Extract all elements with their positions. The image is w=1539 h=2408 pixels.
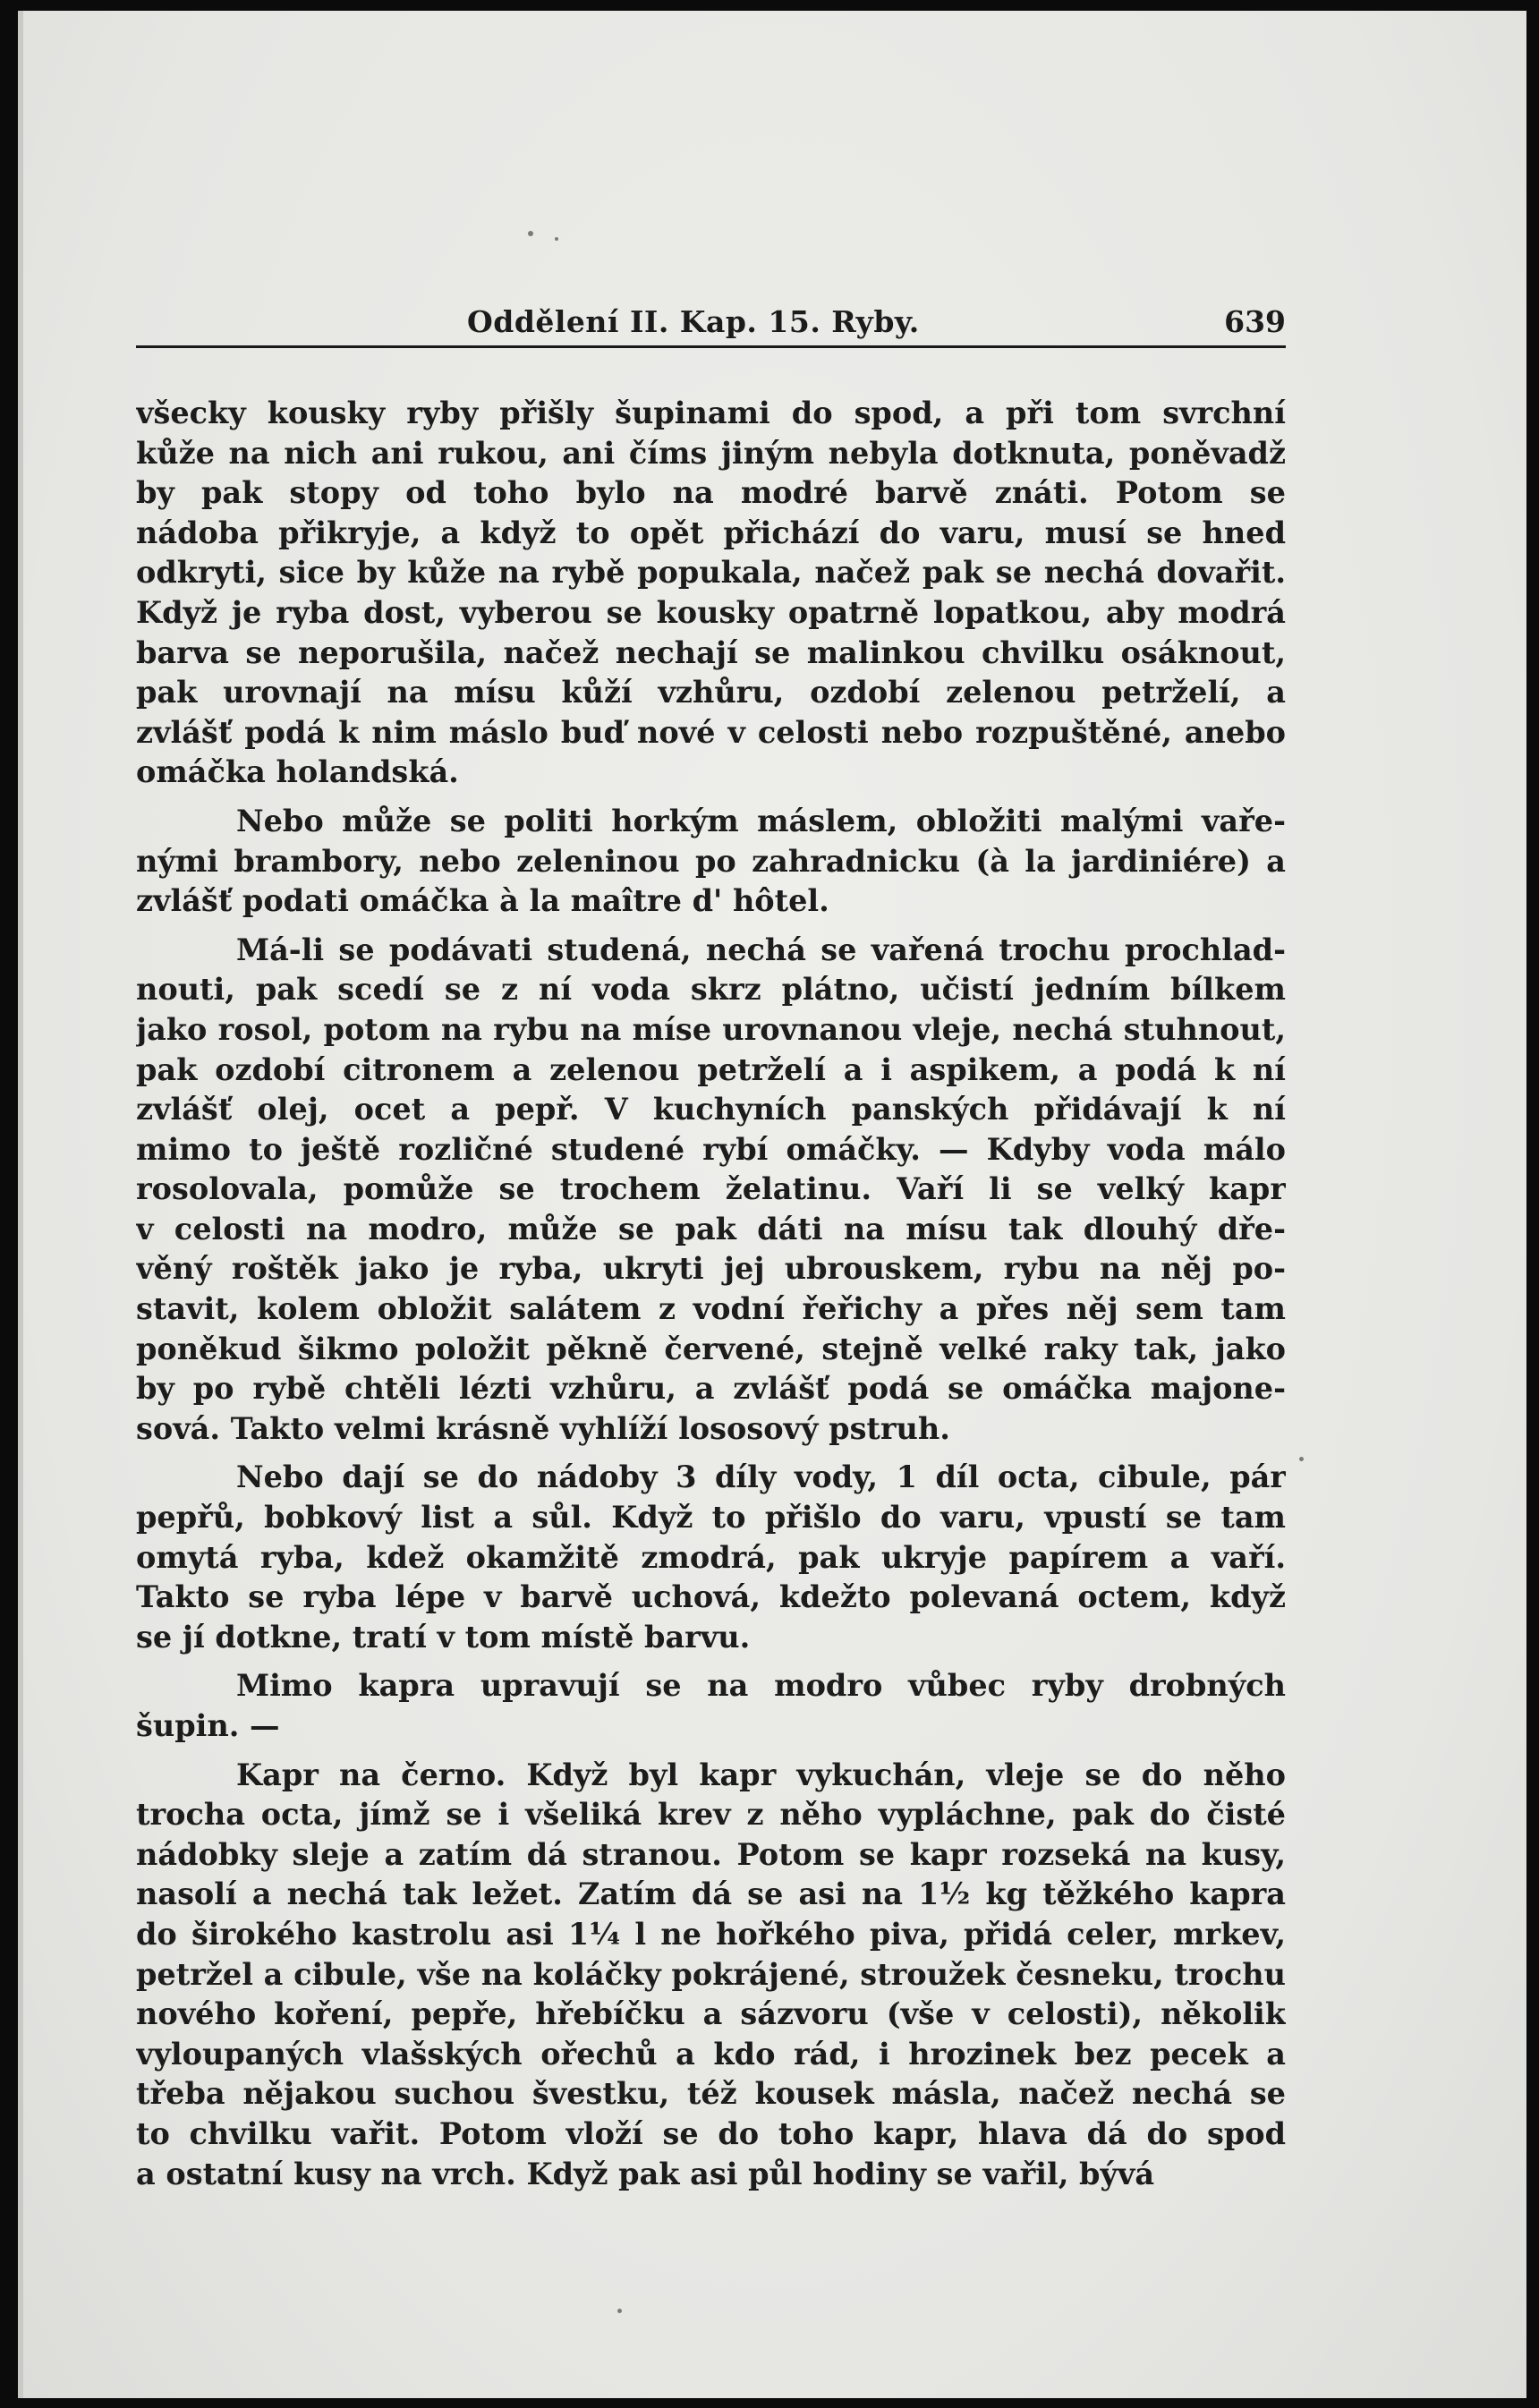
text-line: poněkud šikmo položit pěkně červené, stejně velké raky tak, jako bbox=[136, 1331, 1286, 1366]
text-line: Když je ryba dost, vyberou se kousky opatrně lopatkou, aby modrá bbox=[136, 594, 1286, 630]
text-line: třeba nějakou suchou švestku, též kousek másla, načež nechá se bbox=[136, 2076, 1286, 2112]
paragraph bbox=[136, 802, 1286, 922]
paragraph bbox=[136, 394, 1286, 793]
body-text bbox=[136, 394, 1286, 2194]
text-line: mimo to ještě rozličné studené rybí omáčky. — Kdyby voda málo bbox=[136, 1131, 1286, 1167]
text-line: Nebo dají se do nádoby 3 díly vody, 1 díl octa, cibule, pár bbox=[236, 1459, 1286, 1495]
paragraph-gap bbox=[136, 793, 1286, 802]
text-line: petržel a cibule, vše na koláčky pokrájené, stroužek česneku, trochu bbox=[136, 1956, 1286, 1992]
paper-speck bbox=[617, 2309, 622, 2313]
text-line: Mimo kapra upravují se na modro vůbec ryby drobných bbox=[236, 1668, 1286, 1704]
text-line: omáčka holandská. bbox=[136, 754, 459, 790]
text-line: zvlášť podati omáčka à la maître d' hôtel. bbox=[136, 883, 829, 919]
text-line: v celosti na modro, může se pak dáti na mísu tak dlouhý dře- bbox=[136, 1211, 1286, 1247]
text-line: Kapr na černo. Když byl kapr vykuchán, vleje se do něho bbox=[236, 1757, 1286, 1792]
text-line: odkryti, sice by kůže na rybě popukala, načež pak se nechá dovařit. bbox=[136, 555, 1286, 591]
text-line: všecky kousky ryby přišly šupinami do spod, a při tom svrchní bbox=[136, 396, 1286, 430]
text-line: nými brambory, nebo zeleninou po zahradnicku (à la jardiniére) a bbox=[136, 843, 1286, 879]
text-line: věný roštěk jako je ryba, ukryti jej ubrouskem, rybu na něj po- bbox=[136, 1251, 1286, 1287]
text-line: trocha octa, jímž se i všeliká krev z něho vypláchne, pak do čisté bbox=[136, 1797, 1286, 1833]
text-line: nouti, pak scedí se z ní voda skrz plátno, učistí jedním bílkem bbox=[136, 972, 1286, 1008]
paragraph bbox=[136, 1458, 1286, 1657]
text-line: nádoba přikryje, a když to opět přichází do varu, musí se hned bbox=[136, 515, 1286, 550]
text-line: Takto se ryba lépe v barvě uchová, kdežto polevaná octem, když bbox=[136, 1579, 1286, 1615]
text-line: nasolí a nechá tak ležet. Zatím dá se asi na 1½ kg těžkého kapra bbox=[136, 1876, 1286, 1912]
text-line: to chvilku vařit. Potom vloží se do toho kapr, hlava dá do spod bbox=[136, 2115, 1286, 2151]
text-line: do širokého kastrolu asi 1¼ l ne hořkého piva, přidá celer, mrkev, bbox=[136, 1916, 1286, 1952]
text-line: by pak stopy od toho bylo na modré barvě znáti. Potom se bbox=[136, 475, 1286, 511]
paragraph-gap bbox=[136, 1449, 1286, 1458]
text-line: nového koření, pepře, hřebíčku a sázvoru (vše v celosti), několik bbox=[136, 1996, 1286, 2032]
text-line: by po rybě chtěli lézti vzhůru, a zvlášť podá se omáčka majone- bbox=[136, 1371, 1286, 1407]
text-line: stavit, kolem obložit salátem z vodní řeřichy a přes něj sem tam bbox=[136, 1291, 1286, 1327]
text-line: omytá ryba, kdež okamžitě zmodrá, pak ukryje papírem a vaří. bbox=[136, 1539, 1286, 1575]
paragraph bbox=[136, 931, 1286, 1450]
paragraph-gap bbox=[136, 1657, 1286, 1666]
paragraph-gap bbox=[136, 922, 1286, 931]
text-line: nádobky sleje a zatím dá stranou. Potom se kapr rozseká na kusy, bbox=[136, 1836, 1286, 1872]
text-line: jako rosol, potom na rybu na míse urovnanou vleje, nechá stuhnout, bbox=[136, 1011, 1286, 1047]
paragraph-gap bbox=[136, 1747, 1286, 1756]
text-line: zvlášť podá k nim máslo buď nové v celosti nebo rozpuštěné, anebo bbox=[136, 714, 1286, 750]
paragraph bbox=[136, 1756, 1286, 2195]
text-line: zvlášť olej, ocet a pepř. V kuchyních panských přidávají k ní bbox=[136, 1092, 1286, 1127]
running-head-title: Oddělení II. Kap. 15. Ryby. bbox=[467, 304, 920, 339]
text-line: pepřů, bobkový list a sůl. Když to přišlo do varu, vpustí se tam bbox=[136, 1500, 1286, 1536]
text-line: šupin. — bbox=[136, 1708, 280, 1743]
text-line: sová. Takto velmi krásně vyhlíží lososový pstruh. bbox=[136, 1410, 950, 1446]
text-line: Nebo může se politi horkým máslem, obložiti malými vaře- bbox=[236, 803, 1286, 838]
page-number: 639 bbox=[1224, 304, 1286, 339]
running-head bbox=[136, 301, 1286, 348]
page-edge bbox=[18, 11, 23, 2398]
paragraph bbox=[136, 1666, 1286, 1746]
text-line: pak urovnají na mísu kůží vzhůru, ozdobí zelenou petrželí, a bbox=[136, 675, 1286, 710]
text-line: se jí dotkne, tratí v tom místě barvu. bbox=[136, 1619, 751, 1655]
text-line: vyloupaných vlašských ořechů a kdo rád, i hrozinek bez pecek a bbox=[136, 2036, 1286, 2072]
paper-speck bbox=[528, 231, 533, 236]
paper-speck bbox=[555, 237, 558, 241]
text-line: kůže na nich ani rukou, ani číms jiným nebyla dotknuta, poněvadž bbox=[136, 435, 1286, 471]
text-line: a ostatní kusy na vrch. Když pak asi půl hodiny se vařil, bývá bbox=[136, 2156, 1155, 2191]
text-line: pak ozdobí citronem a zelenou petrželí a i aspikem, a podá k ní bbox=[136, 1051, 1286, 1087]
text-line: rosolovala, pomůže se trochem želatinu. Vaří li se velký kapr bbox=[136, 1171, 1286, 1207]
paper-speck bbox=[1299, 1457, 1304, 1461]
text-line: Má-li se podávati studená, nechá se vařená trochu prochlad- bbox=[236, 932, 1286, 967]
text-line: barva se neporušila, načež nechají se malinkou chvilku osáknout, bbox=[136, 634, 1286, 670]
